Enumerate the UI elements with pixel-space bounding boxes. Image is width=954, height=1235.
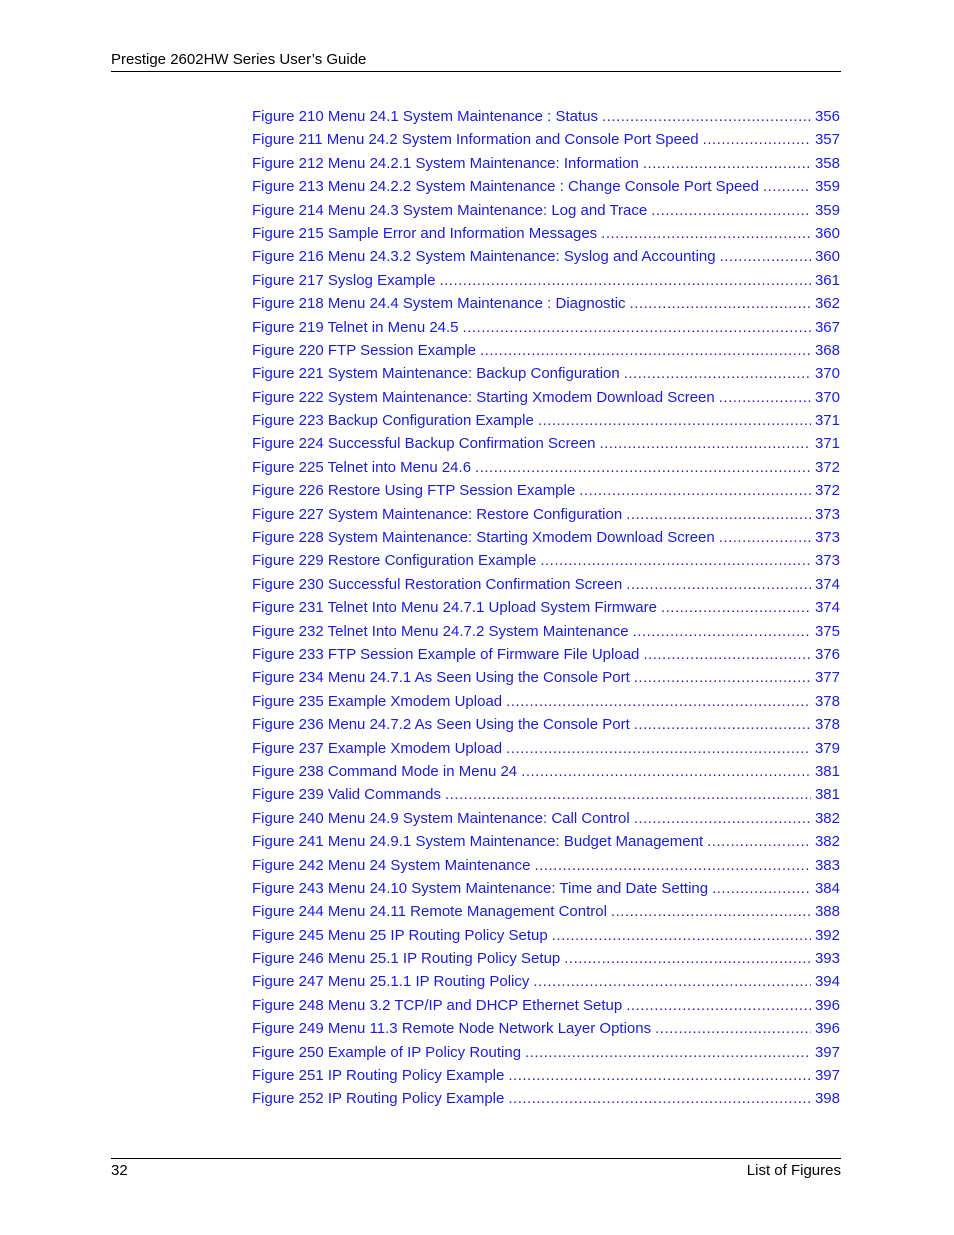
toc-entry-link[interactable] (252, 1017, 840, 1040)
toc-entry-page-number: 361 (814, 271, 840, 289)
toc-entry-page-number: 396 (814, 1020, 840, 1038)
toc-entry-title: Figure 243 Menu 24.10 System Maintenance: Time and Date Setting (252, 879, 709, 897)
toc-entry-link[interactable] (252, 807, 840, 830)
toc-entry-page-number: 370 (814, 388, 840, 406)
dot-leader (720, 245, 811, 268)
toc-entry-page-number: 396 (814, 996, 840, 1014)
toc-entry-page-number: 373 (814, 529, 840, 547)
toc-entry-title: Figure 235 Example Xmodem Upload (252, 692, 503, 710)
toc-entry-title: Figure 236 Menu 24.7.2 As Seen Using the Console Port (252, 716, 630, 734)
toc-entry-title: Figure 239 Valid Commands (252, 786, 441, 804)
toc-entry-link[interactable] (252, 362, 840, 385)
toc-entry-title: Figure 213 Menu 24.2.2 System Maintenance : Change Console Port Speed (252, 178, 759, 196)
dot-leader (535, 854, 811, 877)
dot-leader (552, 924, 811, 947)
toc-entry-link[interactable] (252, 549, 840, 572)
dot-leader (508, 1064, 811, 1087)
dot-leader (643, 643, 811, 666)
toc-entry-title: Figure 234 Menu 24.7.1 As Seen Using the Console Port (252, 669, 630, 687)
toc-entry-title: Figure 221 System Maintenance: Backup Configuration (252, 365, 620, 383)
toc-entry-page-number: 374 (814, 575, 840, 593)
footer-divider (111, 1158, 841, 1159)
toc-entry-link[interactable] (252, 666, 840, 689)
dot-leader (602, 105, 811, 128)
toc-entry-link[interactable] (252, 924, 840, 947)
dot-leader (601, 222, 811, 245)
toc-entry-title: Figure 238 Command Mode in Menu 24 (252, 762, 518, 780)
toc-entry-link[interactable] (252, 339, 840, 362)
toc-entry-page-number: 373 (814, 552, 840, 570)
toc-entry-link[interactable] (252, 854, 840, 877)
toc-entry-title: Figure 240 Menu 24.9 System Maintenance: Call Control (252, 809, 630, 827)
toc-entry-link[interactable] (252, 222, 840, 245)
toc-entry-page-number: 378 (814, 716, 840, 734)
toc-entry-link[interactable] (252, 199, 840, 222)
toc-entry-link[interactable] (252, 643, 840, 666)
toc-entry-page-number: 392 (814, 926, 840, 944)
toc-entry-link[interactable] (252, 783, 840, 806)
toc-entry-page-number: 360 (814, 224, 840, 242)
toc-entry-title: Figure 231 Telnet Into Menu 24.7.1 Upload System Firmware (252, 599, 657, 617)
toc-entry-link[interactable] (252, 245, 840, 268)
toc-entry-page-number: 374 (814, 599, 840, 617)
toc-entry-link[interactable] (252, 386, 840, 409)
dot-leader (533, 970, 811, 993)
dot-leader (600, 432, 811, 455)
dot-leader (634, 666, 811, 689)
toc-entry-page-number: 383 (814, 856, 840, 874)
toc-entry-page-number: 394 (814, 973, 840, 991)
toc-entry-link[interactable] (252, 526, 840, 549)
toc-entry-title: Figure 245 Menu 25 IP Routing Policy Setup (252, 926, 548, 944)
dot-leader (538, 409, 811, 432)
toc-entry-link[interactable] (252, 1041, 840, 1064)
toc-entry-link[interactable] (252, 316, 840, 339)
dot-leader (480, 339, 811, 362)
toc-entry-page-number: 371 (814, 435, 840, 453)
toc-entry-title: Figure 228 System Maintenance: Starting Xmodem Download Screen (252, 529, 715, 547)
toc-entry-title: Figure 220 FTP Session Example (252, 341, 476, 359)
toc-entry-title: Figure 247 Menu 25.1.1 IP Routing Policy (252, 973, 530, 991)
dot-leader (521, 760, 811, 783)
toc-entry-title: Figure 218 Menu 24.4 System Maintenance : Diagnostic (252, 295, 626, 313)
dot-leader (626, 503, 811, 526)
dot-leader (633, 620, 811, 643)
toc-entry-title: Figure 241 Menu 24.9.1 System Maintenance: Budget Management (252, 833, 704, 851)
toc-entry-page-number: 382 (814, 809, 840, 827)
toc-entry-page-number: 359 (814, 201, 840, 219)
toc-entry-link[interactable] (252, 970, 840, 993)
toc-entry-page-number: 376 (814, 645, 840, 663)
toc-entry-link[interactable] (252, 292, 840, 315)
dot-leader (540, 549, 811, 572)
dot-leader (634, 807, 811, 830)
toc-entry-title: Figure 226 Restore Using FTP Session Example (252, 482, 576, 500)
toc-entry-page-number: 372 (814, 482, 840, 500)
toc-entry-link[interactable] (252, 620, 840, 643)
toc-entry-title: Figure 252 IP Routing Policy Example (252, 1090, 505, 1108)
dot-leader (463, 316, 811, 339)
toc-entry-title: Figure 216 Menu 24.3.2 System Maintenance: Syslog and Accounting (252, 248, 716, 266)
toc-entry-title: Figure 248 Menu 3.2 TCP/IP and DHCP Ethernet Setup (252, 996, 623, 1014)
toc-entry-title: Figure 227 System Maintenance: Restore Configuration (252, 505, 623, 523)
dot-leader (719, 386, 811, 409)
toc-entry-page-number: 393 (814, 950, 840, 968)
toc-entry-link[interactable] (252, 737, 840, 760)
toc-entry-page-number: 382 (814, 833, 840, 851)
toc-entry-title: Figure 225 Telnet into Menu 24.6 (252, 458, 472, 476)
dot-leader (611, 900, 811, 923)
dot-leader (643, 152, 811, 175)
toc-entry-page-number: 372 (814, 458, 840, 476)
dot-leader (703, 128, 811, 151)
dot-leader (506, 690, 811, 713)
dot-leader (655, 1017, 811, 1040)
toc-entry-title: Figure 214 Menu 24.3 System Maintenance: Log and Trace (252, 201, 648, 219)
toc-entry-page-number: 388 (814, 903, 840, 921)
toc-entry-page-number: 381 (814, 762, 840, 780)
dot-leader (564, 947, 811, 970)
toc-entry-title: Figure 251 IP Routing Policy Example (252, 1067, 505, 1085)
toc-entry-title: Figure 246 Menu 25.1 IP Routing Policy Setup (252, 950, 561, 968)
dot-leader (475, 456, 811, 479)
toc-entry-link[interactable] (252, 152, 840, 175)
toc-entry-page-number: 378 (814, 692, 840, 710)
toc-entry-title: Figure 237 Example Xmodem Upload (252, 739, 503, 757)
toc-entry-title: Figure 210 Menu 24.1 System Maintenance : Status (252, 108, 599, 125)
toc-entry-link[interactable] (252, 479, 840, 502)
toc-entry-page-number: 358 (814, 154, 840, 172)
toc-entry-link[interactable] (252, 760, 840, 783)
header-divider (111, 71, 841, 72)
toc-entry-link[interactable] (252, 1087, 840, 1110)
toc-entry-page-number: 375 (814, 622, 840, 640)
toc-entry-title: Figure 215 Sample Error and Information Messages (252, 224, 598, 242)
toc-entry-link[interactable] (252, 713, 840, 736)
toc-entry-page-number: 373 (814, 505, 840, 523)
toc-entry-link[interactable] (252, 994, 840, 1017)
toc-entry-link[interactable] (252, 947, 840, 970)
toc-entry-page-number: 368 (814, 341, 840, 359)
toc-entry-page-number: 362 (814, 295, 840, 313)
toc-entry-title: Figure 212 Menu 24.2.1 System Maintenance: Information (252, 154, 639, 172)
toc-entry-title: Figure 223 Backup Configuration Example (252, 412, 534, 430)
toc-entry-page-number: 377 (814, 669, 840, 687)
toc-entry-page-number: 367 (814, 318, 840, 336)
toc-entry-link[interactable] (252, 596, 840, 619)
dot-leader (439, 269, 811, 292)
dot-leader (508, 1087, 811, 1110)
toc-entry-page-number: 397 (814, 1043, 840, 1061)
toc-entry-title: Figure 219 Telnet in Menu 24.5 (252, 318, 459, 336)
dot-leader (630, 292, 811, 315)
toc-entry-title: Figure 224 Successful Backup Confirmation Screen (252, 435, 596, 453)
toc-entry-title: Figure 249 Menu 11.3 Remote Node Network Layer Options (252, 1020, 652, 1038)
toc-entry-title: Figure 222 System Maintenance: Starting Xmodem Download Screen (252, 388, 715, 406)
toc-entry-title: Figure 211 Menu 24.2 System Information and Console Port Speed (252, 131, 699, 149)
list-of-figures (252, 105, 840, 1111)
toc-entry-title: Figure 232 Telnet Into Menu 24.7.2 System Maintenance (252, 622, 629, 640)
toc-entry-link[interactable] (252, 573, 840, 596)
toc-entry-link[interactable] (252, 105, 840, 128)
toc-entry-page-number: 357 (814, 131, 840, 149)
dot-leader (624, 362, 811, 385)
dot-leader (763, 175, 811, 198)
toc-entry-link[interactable] (252, 128, 840, 151)
toc-entry-page-number: 397 (814, 1067, 840, 1085)
footer-section-title: List of Figures (746, 1162, 841, 1179)
toc-entry-page-number: 398 (814, 1090, 840, 1108)
dot-leader (506, 737, 811, 760)
toc-entry-link[interactable] (252, 432, 840, 455)
toc-entry-title: Figure 229 Restore Configuration Example (252, 552, 537, 570)
toc-entry-link[interactable] (252, 269, 840, 292)
toc-entry-page-number: 371 (814, 412, 840, 430)
dot-leader (525, 1041, 811, 1064)
toc-entry-title: Figure 250 Example of IP Policy Routing (252, 1043, 522, 1061)
toc-entry-link[interactable] (252, 409, 840, 432)
dot-leader (626, 573, 811, 596)
dot-leader (651, 199, 811, 222)
toc-entry-link[interactable] (252, 877, 840, 900)
dot-leader (579, 479, 811, 502)
dot-leader (626, 994, 811, 1017)
dot-leader (712, 877, 811, 900)
toc-entry-title: Figure 244 Menu 24.11 Remote Management Control (252, 903, 607, 921)
toc-entry-link[interactable] (252, 175, 840, 198)
dot-leader (719, 526, 811, 549)
running-header-title: Prestige 2602HW Series User’s Guide (111, 51, 367, 68)
dot-leader (661, 596, 811, 619)
toc-entry-title: Figure 233 FTP Session Example of Firmware File Upload (252, 645, 640, 663)
toc-entry-page-number: 359 (814, 178, 840, 196)
toc-entry-page-number: 370 (814, 365, 840, 383)
toc-entry-title: Figure 242 Menu 24 System Maintenance (252, 856, 531, 874)
toc-entry-link[interactable] (252, 456, 840, 479)
toc-entry-page-number: 384 (814, 879, 840, 897)
toc-entry-title: Figure 230 Successful Restoration Confirmation Screen (252, 575, 623, 593)
toc-entry-page-number: 360 (814, 248, 840, 266)
toc-entry-link[interactable] (252, 830, 840, 853)
footer-page-number: 32 (111, 1162, 128, 1179)
toc-entry-page-number: 381 (814, 786, 840, 804)
toc-entry-link[interactable] (252, 503, 840, 526)
toc-entry-page-number: 379 (814, 739, 840, 757)
dot-leader (707, 830, 811, 853)
toc-entry-title: Figure 217 Syslog Example (252, 271, 436, 289)
dot-leader (445, 783, 811, 806)
toc-entry-page-number: 356 (814, 108, 840, 125)
dot-leader (634, 713, 811, 736)
toc-entry-link[interactable] (252, 1064, 840, 1087)
toc-entry-link[interactable] (252, 900, 840, 923)
toc-entry-link[interactable] (252, 690, 840, 713)
